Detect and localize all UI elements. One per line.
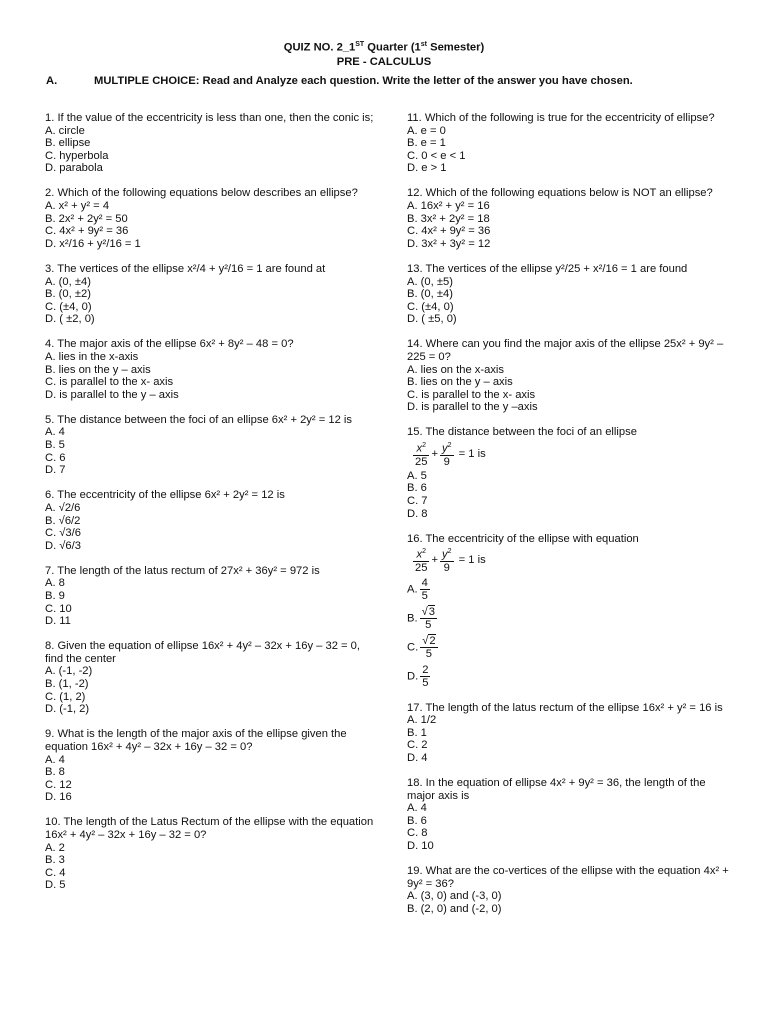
option-d: D. √6/3: [45, 539, 81, 552]
question-stem: 13. The vertices of the ellipse y²/25 + x²/16 = 1 are found: [407, 262, 688, 275]
question-stem: 14. Where can you find the major axis of the ellipse 25x² + 9y² – 225 = 0?: [407, 338, 724, 363]
option-d: D. 10: [407, 839, 434, 852]
option-c: C. $\frac{√2}{5}$: [407, 635, 436, 660]
option-b: B. 2x² + 2y² = 50: [45, 212, 128, 225]
question-7: [45, 565, 375, 628]
option-b: B. 3x² + 2y² = 18: [407, 212, 490, 225]
question-stem: 7. The length of the latus rectum of 27x² + 36y² = 972 is: [45, 564, 320, 577]
question-14: [407, 338, 732, 414]
question-15: [407, 426, 732, 520]
question-stem: 18. In the equation of ellipse 4x² + 9y² = 36, the length of the major axis is: [407, 776, 706, 802]
question-12: [407, 187, 732, 250]
question-6: [45, 489, 375, 552]
option-a: A. 1/2: [407, 714, 437, 727]
question-1: [45, 112, 375, 175]
fraction-y: $\frac{y^2}{9}$: [442, 548, 452, 574]
option-c: C. 10: [45, 602, 72, 615]
option-a: A. 5: [407, 469, 427, 482]
question-stem: 4. The major axis of the ellipse 6x² + 8y² – 48 = 0?: [45, 338, 294, 351]
option-c: C. is parallel to the x- axis: [407, 388, 536, 401]
option-c: C. 4x² + 9y² = 36: [45, 225, 129, 238]
quiz-title: QUIZ NO. 2_1ST Quarter (1st Semester): [283, 41, 485, 54]
question-stem: 3. The vertices of the ellipse x²/4 + y²/16 = 1 are found at: [45, 262, 326, 275]
right-column: [407, 112, 732, 928]
option-b: B. (0, ±2): [45, 288, 91, 301]
option-d: D. 11: [45, 615, 71, 628]
option-b: B. lies on the y – axis: [407, 376, 513, 389]
option-c: C. 12: [45, 778, 72, 791]
option-b: B. $\frac{√3}{5}$: [407, 606, 435, 631]
question-5: [45, 414, 375, 477]
question-stem: 8. Given the equation of ellipse 16x² + 4y² – 32x + 16y – 32 = 0, find the center: [45, 640, 361, 665]
option-a: A. circle: [45, 124, 85, 137]
question-stem: 1. If the value of the eccentricity is less than one, then the conic is;: [45, 112, 374, 124]
option-b: B. 3: [45, 854, 65, 867]
option-b: B. ellipse: [45, 137, 91, 150]
question-2: [45, 187, 375, 250]
option-b: B. √6/2: [45, 514, 81, 527]
option-b: B. 9: [45, 590, 65, 602]
quiz-header: [0, 38, 768, 69]
option-b: B. 8: [45, 766, 65, 779]
section-letter: A.: [46, 75, 58, 87]
option-a: A. 4: [45, 426, 65, 439]
option-d: D. is parallel to the y – axis: [45, 388, 179, 401]
option-d: D. 4: [407, 751, 428, 764]
question-stem: 19. What are the co-vertices of the ellipse with the equation 4x² + 9y² = 36?: [407, 865, 729, 890]
option-a: A. lies in the x-axis: [45, 351, 139, 363]
question-stem: 2. Which of the following equations below describes an ellipse?: [45, 187, 358, 200]
instructions: [46, 74, 746, 88]
option-a: A. x² + y² = 4: [45, 200, 110, 213]
question-3: [45, 263, 375, 326]
option-d: D. 5: [45, 879, 66, 892]
option-d: D. e > 1: [407, 162, 447, 175]
option-a: A. 4: [407, 802, 427, 815]
option-c: C. 4x² + 9y² = 36: [407, 225, 491, 238]
option-c: C. 4: [45, 866, 66, 879]
question-13: [407, 263, 732, 326]
option-d: D. 3x² + 3y² = 12: [407, 237, 491, 250]
question-stem: 11. Which of the following is true for the eccentricity of ellipse?: [407, 112, 715, 124]
option-a: A. $\frac{4}{5}$: [407, 577, 428, 602]
instructions-text: MULTIPLE CHOICE: Read and Analyze each question. Write the letter of the answer you have chosen.: [94, 75, 633, 87]
question-stem: 6. The eccentricity of the ellipse 6x² + 2y² = 12 is: [45, 489, 285, 502]
option-c: C. 8: [407, 827, 428, 840]
question-9: [45, 728, 375, 804]
option-d: D. $\frac{2}{5}$: [407, 664, 429, 689]
question-stem: 9. What is the length of the major axis of the ellipse given the equation 16x² + 4y² – 32x + 16y – 32 = 0?: [45, 728, 347, 753]
question-11: [407, 112, 732, 175]
option-a: A. lies on the x-axis: [407, 363, 505, 376]
fraction-x: $\frac{x^2}{25}$: [415, 442, 428, 468]
option-c: C. 7: [407, 494, 428, 507]
option-c: C. (±4, 0): [407, 300, 454, 313]
option-d: D. x²/16 + y²/16 = 1: [45, 237, 141, 250]
option-a: A. e = 0: [407, 124, 446, 137]
left-column: [45, 112, 375, 904]
option-b: B. 1: [407, 726, 427, 739]
question-17: [407, 702, 732, 765]
option-c: C. (±4, 0): [45, 300, 92, 313]
option-c: C. 2: [407, 739, 428, 752]
radical-icon: √: [421, 606, 428, 618]
option-d: D. ( ±2, 0): [45, 313, 95, 326]
option-a: A. (3, 0) and (-3, 0): [407, 890, 502, 903]
fraction-x: $\frac{x^2}{25}$: [415, 548, 428, 574]
option-d: D. 8: [407, 507, 428, 520]
option-c: C. hyperbola: [45, 149, 109, 162]
option-d: D. is parallel to the y –axis: [407, 401, 538, 414]
quiz-subject: PRE - CALCULUS: [336, 55, 432, 68]
question-stem: 12. Which of the following equations below is NOT an ellipse?: [407, 187, 713, 200]
question-stem: 16. The eccentricity of the ellipse with equation: [407, 532, 639, 545]
option-a: A. 8: [45, 577, 65, 590]
question-8: [45, 640, 375, 716]
question-18: [407, 777, 732, 853]
option-a: A. 4: [45, 753, 65, 766]
option-c: C. 0 < e < 1: [407, 149, 466, 162]
question-4: [45, 338, 375, 401]
ellipse-equation: $\frac{x^2}{25}$ + $\frac{y^2}{9}$ = 1 is: [415, 548, 486, 574]
question-10: [45, 816, 375, 892]
option-c: C. 6: [45, 451, 66, 464]
option-c: C. √3/6: [45, 527, 81, 540]
question-stem: 10. The length of the Latus Rectum of the ellipse with the equation 16x² + 4y² – 32x + 16y – 32 = 0?: [45, 816, 374, 841]
option-c: C. (1, 2): [45, 690, 86, 703]
option-d: D. parabola: [45, 162, 103, 175]
ellipse-equation: $\frac{x^2}{25}$ + $\frac{y^2}{9}$ = 1 is: [415, 442, 486, 468]
option-d: D. 7: [45, 464, 66, 477]
question-stem: 5. The distance between the foci of an ellipse 6x² + 2y² = 12 is: [45, 413, 353, 426]
option-d: D. 16: [45, 791, 72, 804]
option-b: B. e = 1: [407, 137, 446, 150]
option-b: B. 6: [407, 814, 427, 827]
option-b: B. (0, ±4): [407, 288, 453, 301]
option-a: A. (0, ±4): [45, 275, 91, 288]
question-16: [407, 533, 732, 689]
option-b: B. (1, -2): [45, 678, 89, 691]
question-19: [407, 865, 732, 915]
option-a: A. √2/6: [45, 501, 81, 514]
question-stem: 15. The distance between the foci of an ellipse: [407, 426, 637, 439]
option-d: D. (-1, 2): [45, 703, 90, 716]
option-a: A. (-1, -2): [45, 665, 93, 678]
fraction-y: $\frac{y^2}{9}$: [442, 442, 452, 468]
option-a: A. 2: [45, 841, 65, 854]
radical-icon: √: [422, 635, 429, 647]
option-a: A. 16x² + y² = 16: [407, 200, 490, 213]
option-a: A. (0, ±5): [407, 275, 453, 288]
option-b: B. lies on the y – axis: [45, 363, 151, 376]
option-b: B. (2, 0) and (-2, 0): [407, 902, 502, 915]
option-c: C. is parallel to the x- axis: [45, 376, 174, 389]
option-d: D. ( ±5, 0): [407, 313, 457, 326]
option-b: B. 6: [407, 482, 427, 495]
option-b: B. 5: [45, 439, 65, 452]
question-stem: 17. The length of the latus rectum of the ellipse 16x² + y² = 16 is: [407, 701, 723, 714]
